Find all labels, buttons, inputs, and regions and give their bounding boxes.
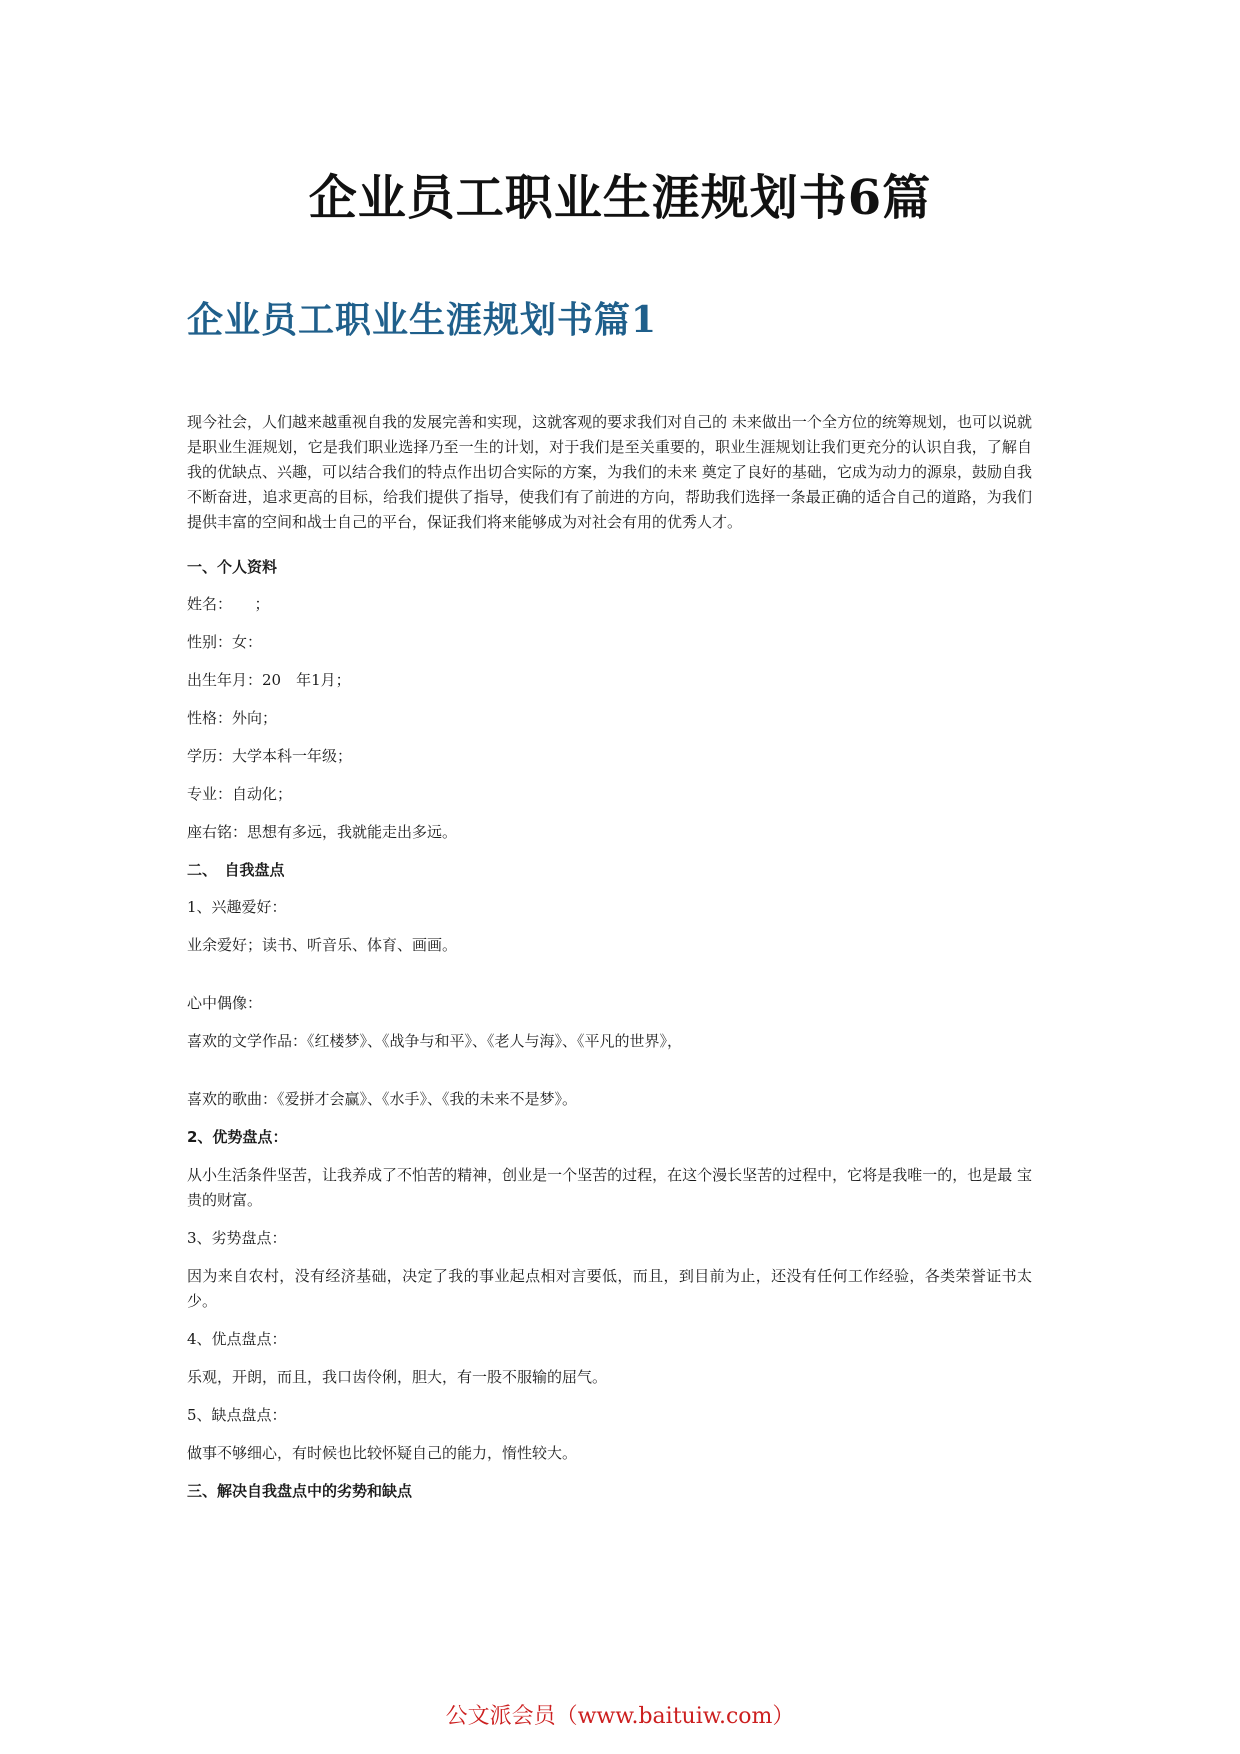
section-title: 企业员工职业生涯规划书篇1 [187, 299, 658, 341]
field-personality: 性格：外向； [187, 709, 278, 727]
advantage-title: 2、优势盘点： [187, 1128, 288, 1146]
field-major: 专业：自动化； [187, 785, 293, 803]
document-body [187, 410, 1032, 1516]
footer-watermark: 公文派会员（www.baituiw.com） [445, 1704, 795, 1729]
literature-text: 喜欢的文学作品：《红楼梦》、《战争与和平》、《老人与海》、《平凡的世界》， [187, 1032, 683, 1050]
field-education: 学历：大学本科一年级； [187, 747, 353, 765]
heading-personal-info: 一、个人资料 [187, 558, 278, 576]
merit-title: 4、优点盘点： [187, 1330, 287, 1348]
disadvantage-text: 因为来自农村，没有经济基础，决定了我的事业起点相对言要低，而且，到目前为止，还没有任何工作经验，各类荣誉证书太 少。 [187, 1267, 1032, 1310]
interest-title: 1、兴趣爱好： [187, 898, 287, 916]
field-motto: 座右铭：思想有多远，我就能走出多远。 [187, 823, 458, 841]
heading-solutions: 三、解决自我盘点中的劣势和缺点 [187, 1482, 413, 1500]
document-title: 企业员工职业生涯规划书6篇 [308, 170, 932, 226]
field-name: 姓名： ； [187, 595, 270, 613]
field-gender: 性别：女： [187, 633, 263, 651]
field-birth: 出生年月：20 年1月； [187, 671, 351, 689]
interest-text: 业余爱好；读书、听音乐、体育、画画。 [187, 936, 458, 954]
flaw-title: 5、缺点盘点： [187, 1406, 287, 1424]
idol-title: 心中偶像： [187, 994, 263, 1012]
heading-self-review: 二、 自我盘点 [187, 861, 285, 879]
intro-paragraph: 现今社会，人们越来越重视自我的发展完善和实现，这就客观的要求我们对自己的 未来做出一个全方位的统筹规划，也可以说就是职业生涯规划，它是我们职业选择乃至一生的计划，对于我们是至关重要的，职业生涯规划让我们更充分的认识自我，了解自我的优缺点、兴趣，可以结合我们的特点作出切合实际的方案，为我们的未来 奠定了良好的基础，它成为动力的源泉，鼓励自我不断奋进，追求更高的目标，给我们提供了指导，使我们有了前进的方向，帮助我们选择一条最正确的适合自己的道路，为我们提供丰富的空间和战士自己的平台，保证我们将来能够成为对社会有用的优秀人才。 [187, 413, 1032, 531]
merit-text: 乐观，开朗，而且，我口齿伶俐，胆大，有一股不服输的屈气。 [187, 1368, 608, 1386]
flaw-text: 做事不够细心，有时候也比较怀疑自己的能力，惰性较大。 [187, 1444, 578, 1462]
songs-text: 喜欢的歌曲：《爱拼才会赢》、《水手》、《我的未来不是梦》。 [187, 1090, 578, 1108]
advantage-text: 从小生活条件坚苦，让我养成了不怕苦的精神，创业是一个坚苦的过程，在这个漫长坚苦的过程中，它将是我唯一的，也是最 宝贵的财富。 [187, 1166, 1032, 1209]
disadvantage-title: 3、劣势盘点： [187, 1229, 287, 1247]
